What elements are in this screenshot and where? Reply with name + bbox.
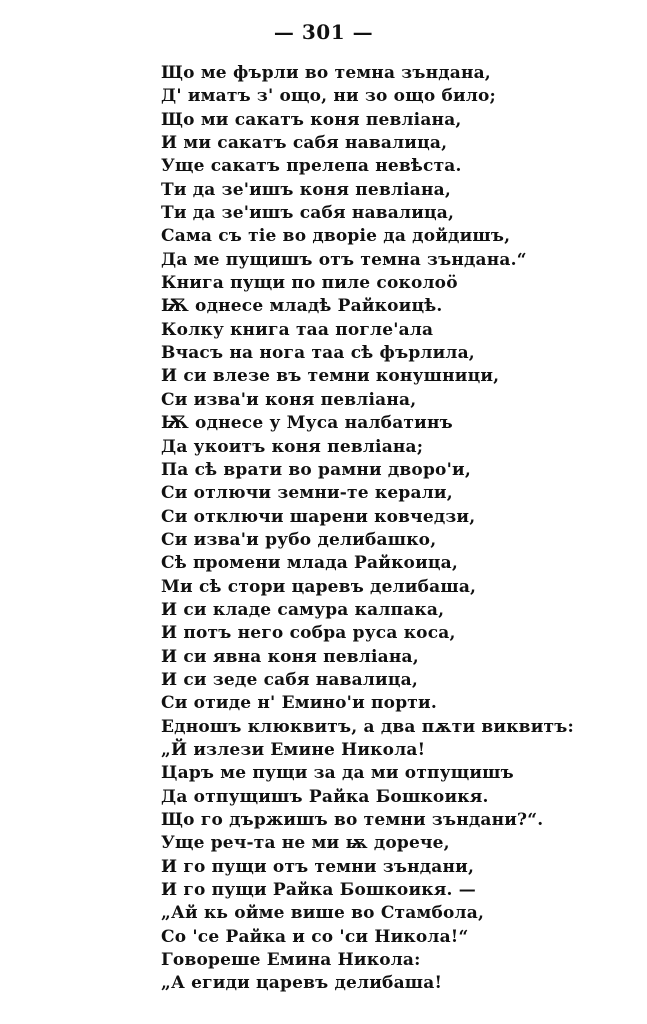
verse-line: „Й излези Емине Никола! <box>161 739 426 760</box>
verse-line: Па сѣ врати во рамни дворо'и, <box>161 459 471 480</box>
verse-line: Ми сѣ стори царевъ делибаша, <box>161 576 477 597</box>
verse-line: „А егиди царевъ делибаша! <box>161 973 443 994</box>
verse-line: И го пущи Райка Бошкоикя. — <box>161 880 476 901</box>
verse-line: Д' иматъ з' ощо, ни зо ощо било; <box>161 86 497 107</box>
verse-line: Си отиде н' Емино'и порти. <box>161 693 437 714</box>
verse-line: Ѭ однесе у Муса налбатинъ <box>161 413 453 434</box>
verse-line: Едношъ клюквитъ, а два пѫти виквитъ: <box>161 716 574 737</box>
verse-line: Си отлючи земни-те керали, <box>161 483 453 504</box>
verse-line: Що ме фърли во темна зъндана, <box>161 63 491 83</box>
verse-line: Да отпущишъ Райка Бошкоикя. <box>161 786 489 807</box>
verse-line: Книга пущи по пиле соколоӧ <box>161 273 458 294</box>
verse-line: И потъ него собра руса коса, <box>161 623 456 644</box>
verse-line: И си явна коня певліана, <box>161 646 419 667</box>
verse-line: Да укоитъ коня певліана; <box>161 436 424 457</box>
verse-line: И си зеде сабя навалица, <box>161 669 418 690</box>
verse-line: Си изва'и рубо делибашко, <box>161 529 437 550</box>
verse-line: И ми сакатъ сабя навалица, <box>161 133 448 154</box>
verse-line: Царъ ме пущи за да ми отпущишъ <box>161 763 514 784</box>
verse-line: Уще сакатъ прелепа невѣста. <box>161 156 462 177</box>
verse-line: Що ми сакатъ коня певліана, <box>161 109 462 130</box>
verse-line: Сама съ тіе во дворіе да дойдишъ, <box>161 226 511 247</box>
verse-line: Говореше Емина Никола: <box>161 950 421 971</box>
verse-line: Уще реч-та не ми ѭ дорече, <box>161 833 450 854</box>
verse-line: Колку книга таа погле'ала <box>161 319 434 340</box>
poem-text <box>161 62 574 996</box>
verse-line: Вчасъ на нога таа сѣ фърлила, <box>161 343 475 364</box>
verse-line: И си влезе въ темни конушници, <box>161 366 500 387</box>
verse-line: Що го държишъ во темни зъндани?“. <box>161 810 544 830</box>
verse-line: Ти да зе'ишъ сабя навалица, <box>161 203 455 224</box>
verse-line: И си кладе самура калпака, <box>161 599 445 620</box>
page-number: — 301 — <box>273 20 374 44</box>
verse-line: Ти да зе'ишъ коня певліана, <box>161 179 451 200</box>
verse-line: Ѭ однесе младѣ Райкоицѣ. <box>161 296 443 317</box>
verse-line: „Ай кь ойме више во Стамбола, <box>161 903 485 924</box>
verse-line: Да ме пущишъ отъ темна зъндана.“ <box>161 249 527 270</box>
verse-line: И го пущи отъ темни зъндани, <box>161 856 475 877</box>
verse-line: Си изва'и коня певліана, <box>161 389 417 410</box>
verse-line: Со 'се Райка и со 'си Никола!“ <box>161 926 469 947</box>
verse-line: Сѣ промени млада Райкоица, <box>161 553 458 574</box>
verse-line: Си отключи шарени ковчедзи, <box>161 506 476 527</box>
